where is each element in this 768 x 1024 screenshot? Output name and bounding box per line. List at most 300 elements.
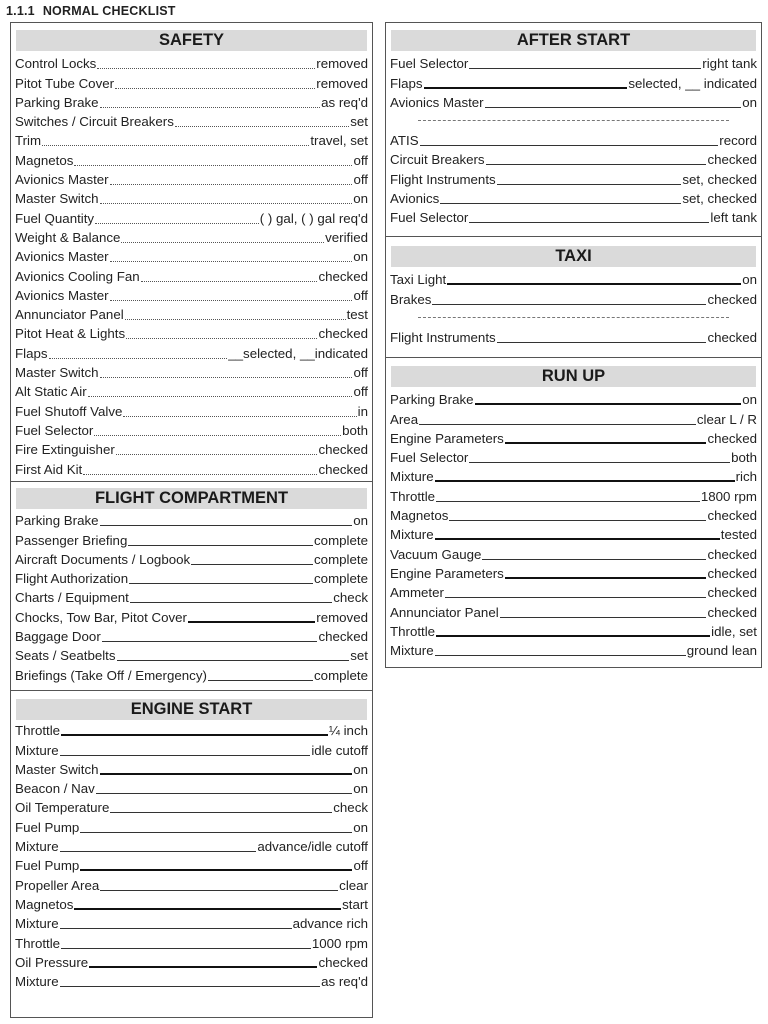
- item-label: Oil Temperature: [15, 800, 110, 816]
- checklist-rows: [390, 53, 757, 226]
- checklist-item: [390, 466, 757, 485]
- item-value: both: [731, 450, 757, 466]
- item-value: 1800 rpm: [700, 488, 757, 504]
- item-label: Master Switch: [15, 365, 99, 381]
- item-value: on: [742, 272, 757, 288]
- item-label: First Aid Kit: [15, 461, 83, 477]
- item-value: set: [350, 648, 368, 664]
- checklist-item: [15, 362, 368, 381]
- leader-line: [88, 396, 353, 397]
- leader-line: [188, 621, 315, 623]
- checklist-item: [390, 563, 757, 582]
- checklist-item: [15, 227, 368, 246]
- leader-line: [60, 928, 292, 929]
- checklist-item: [390, 543, 757, 562]
- section-number: 1.1.1: [6, 4, 35, 18]
- leader-line: [100, 525, 353, 526]
- checklist-item: [15, 420, 368, 439]
- leader-line: [95, 223, 259, 224]
- checklist-item: [390, 408, 757, 427]
- checklist-item: [390, 389, 757, 408]
- leader-line: [110, 184, 353, 185]
- leader-line: [125, 319, 346, 320]
- checklist-item: [390, 168, 757, 187]
- checklist-rows: [15, 510, 368, 684]
- item-label: Flight Instruments: [390, 171, 496, 187]
- taxi-section: [385, 236, 762, 358]
- item-label: Avionics: [390, 191, 440, 207]
- engine-start-section: [10, 690, 373, 1018]
- leader-line: [123, 416, 356, 417]
- item-label: Mixture: [15, 742, 59, 758]
- item-value: verified: [325, 229, 368, 245]
- item-label: Engine Parameters: [390, 565, 504, 581]
- leader-line: [485, 107, 742, 108]
- checklist-item: [15, 285, 368, 304]
- leader-line: [505, 442, 707, 444]
- leader-line: [475, 403, 742, 405]
- leader-line: [445, 597, 707, 598]
- checklist-item: [390, 327, 757, 346]
- checklist-item: [15, 664, 368, 683]
- checklist-item: [15, 626, 368, 645]
- item-label: Aircraft Documents / Logbook: [15, 551, 191, 567]
- leader-line: [191, 564, 313, 565]
- checklist-item: [15, 797, 368, 816]
- leader-line: [469, 462, 730, 463]
- leader-line: [505, 577, 707, 579]
- item-label: Fuel Quantity: [15, 210, 95, 226]
- checklist-item: [15, 836, 368, 855]
- item-value: checked: [318, 629, 368, 645]
- leader-line: [419, 424, 696, 425]
- item-value: on: [353, 781, 368, 797]
- item-label: Passenger Briefing: [15, 532, 128, 548]
- item-label: Parking Brake: [390, 392, 474, 408]
- leader-line: [117, 660, 350, 661]
- checklist-item: [390, 447, 757, 466]
- checklist-item: [15, 439, 368, 458]
- leader-line: [486, 164, 707, 165]
- leader-line: [115, 88, 315, 89]
- section-heading: TAXI: [391, 246, 756, 267]
- item-label: Throttle: [390, 488, 436, 504]
- leader-line: [469, 68, 701, 69]
- item-label: Avionics Master: [15, 249, 109, 265]
- item-label: Brakes: [390, 291, 432, 307]
- item-value: in: [357, 403, 368, 419]
- checklist-item: [390, 601, 757, 620]
- item-label: Throttle: [15, 723, 61, 739]
- item-label: Alt Static Air: [15, 384, 87, 400]
- item-value: tested: [720, 527, 757, 543]
- item-value: clear: [339, 877, 368, 893]
- item-value: rich: [735, 469, 757, 485]
- checklist-item: [15, 323, 368, 342]
- checklist-item: [15, 304, 368, 323]
- checklist-item: [15, 529, 368, 548]
- checklist-rows: [390, 269, 757, 346]
- item-label: Avionics Master: [15, 172, 109, 188]
- checklist-item: [15, 130, 368, 149]
- leader-line: [42, 145, 309, 146]
- item-label: Annunciator Panel: [390, 604, 499, 620]
- checklist-item: [15, 874, 368, 893]
- item-value: on: [742, 392, 757, 408]
- leader-line: [97, 68, 315, 69]
- item-label: Pitot Tube Cover: [15, 75, 115, 91]
- leader-line: [128, 545, 313, 546]
- item-value: removed: [316, 56, 368, 72]
- item-value: off: [353, 365, 368, 381]
- item-value: ground lean: [686, 643, 757, 659]
- checklist-item: [15, 645, 368, 664]
- section-heading: FLIGHT COMPARTMENT: [16, 488, 367, 509]
- item-label: Seats / Seatbelts: [15, 648, 116, 664]
- item-value: on: [353, 819, 368, 835]
- item-label: Fire Extinguisher: [15, 442, 115, 458]
- checklist-item: [15, 458, 368, 477]
- section-heading: RUN UP: [391, 366, 756, 387]
- item-label: Magnetos: [15, 896, 74, 912]
- checklist-item: [15, 778, 368, 797]
- item-value: checked: [707, 546, 757, 562]
- checklist-item: [15, 342, 368, 361]
- item-label: Switches / Circuit Breakers: [15, 114, 174, 130]
- item-label: Control Locks: [15, 56, 97, 72]
- leader-line: [482, 559, 706, 560]
- item-value: ( ) gal, ( ) gal req'd: [259, 210, 368, 226]
- leader-line: [469, 222, 709, 223]
- item-label: Fuel Selector: [390, 56, 469, 72]
- title-text: NORMAL CHECKLIST: [42, 4, 176, 18]
- item-value: travel, set: [310, 133, 368, 149]
- item-label: Beacon / Nav: [15, 781, 95, 797]
- item-value: set, checked: [682, 191, 757, 207]
- item-value: as req'd: [321, 974, 368, 990]
- leader-line: [110, 300, 353, 301]
- leader-line: [96, 793, 352, 794]
- checklist-item: [15, 739, 368, 758]
- checklist-item: [390, 640, 757, 659]
- leader-line: [60, 851, 257, 852]
- checklist-rows: [15, 53, 368, 478]
- item-label: Parking Brake: [15, 513, 99, 529]
- item-label: Engine Parameters: [390, 430, 504, 446]
- section-heading: SAFETY: [16, 30, 367, 51]
- leader-line: [60, 986, 321, 987]
- leader-line: [126, 338, 317, 339]
- item-value: on: [353, 761, 368, 777]
- item-value: test: [346, 307, 368, 323]
- item-label: Oil Pressure: [15, 954, 89, 970]
- item-label: Flaps: [15, 345, 48, 361]
- item-label: Propeller Area: [15, 877, 100, 893]
- dashed-separator: [390, 111, 757, 130]
- leader-line: [80, 869, 352, 871]
- leader-line: [100, 203, 353, 204]
- separator-line: [418, 317, 730, 318]
- item-value: complete: [314, 532, 368, 548]
- item-label: Flight Instruments: [390, 329, 496, 345]
- leader-line: [110, 812, 332, 813]
- item-value: complete: [314, 571, 368, 587]
- leader-line: [100, 107, 321, 108]
- item-value: checked: [707, 430, 757, 446]
- leader-line: [74, 908, 341, 910]
- leader-line: [497, 184, 682, 185]
- leader-line: [49, 358, 228, 359]
- item-label: Throttle: [15, 935, 61, 951]
- checklist-item: [390, 149, 757, 168]
- item-label: Pitot Heat & Lights: [15, 326, 126, 342]
- checklist-item: [390, 288, 757, 307]
- checklist-item: [15, 53, 368, 72]
- leader-line: [116, 454, 318, 455]
- leader-line: [435, 480, 735, 482]
- item-value: as req'd: [321, 94, 368, 110]
- checklist-item: [15, 606, 368, 625]
- leader-line: [436, 635, 710, 637]
- item-value: on: [353, 249, 368, 265]
- checklist-rows: [390, 389, 757, 659]
- checklist-item: [15, 952, 368, 971]
- item-value: advance rich: [292, 916, 368, 932]
- leader-line: [447, 283, 741, 285]
- item-value: checked: [318, 461, 368, 477]
- item-label: Area: [390, 411, 419, 427]
- checklist-item: [390, 53, 757, 72]
- item-label: Fuel Selector: [390, 210, 469, 226]
- item-label: Avionics Cooling Fan: [15, 268, 140, 284]
- leader-line: [436, 501, 700, 502]
- item-value: left tank: [710, 210, 757, 226]
- item-value: on: [353, 513, 368, 529]
- item-label: Circuit Breakers: [390, 152, 485, 168]
- checklist-item: [390, 505, 757, 524]
- leader-line: [61, 734, 328, 736]
- leader-line: [100, 773, 353, 775]
- item-value: check: [333, 590, 368, 606]
- safety-section: [10, 22, 373, 482]
- item-value: set: [350, 114, 368, 130]
- item-label: Fuel Pump: [15, 858, 80, 874]
- item-label: Avionics Master: [15, 287, 109, 303]
- item-value: right tank: [702, 56, 757, 72]
- checklist-item: [390, 485, 757, 504]
- item-label: Annunciator Panel: [15, 307, 124, 323]
- checklist-item: [390, 130, 757, 149]
- item-value: off: [353, 384, 368, 400]
- leader-line: [94, 435, 341, 436]
- item-value: off: [353, 858, 368, 874]
- item-label: Fuel Selector: [390, 450, 469, 466]
- item-value: complete: [314, 551, 368, 567]
- item-label: Fuel Shutoff Valve: [15, 403, 123, 419]
- item-label: Throttle: [390, 623, 436, 639]
- leader-line: [424, 87, 628, 89]
- item-value: checked: [707, 329, 757, 345]
- item-value: record: [719, 133, 757, 149]
- item-value: __selected, __indicated: [228, 345, 368, 361]
- item-label: Avionics Master: [390, 94, 484, 110]
- item-label: Flight Authorization: [15, 571, 129, 587]
- after-start-section: [385, 22, 762, 237]
- item-label: Taxi Light: [390, 272, 447, 288]
- item-value: checked: [318, 442, 368, 458]
- checklist-item: [390, 92, 757, 111]
- item-value: removed: [316, 609, 368, 625]
- leader-line: [435, 655, 686, 656]
- checklist-item: [390, 524, 757, 543]
- item-label: Trim: [15, 133, 42, 149]
- item-value: off: [353, 172, 368, 188]
- item-value: checked: [318, 954, 368, 970]
- checklist-item: [15, 971, 368, 990]
- item-label: Fuel Pump: [15, 819, 80, 835]
- leader-line: [435, 538, 720, 540]
- dashed-separator: [390, 308, 757, 327]
- item-value: off: [353, 152, 368, 168]
- leader-line: [80, 832, 352, 833]
- item-label: Mixture: [15, 916, 59, 932]
- checklist-item: [15, 207, 368, 226]
- item-value: checked: [707, 152, 757, 168]
- item-label: Weight & Balance: [15, 229, 121, 245]
- checklist-item: [390, 269, 757, 288]
- item-value: 1000 rpm: [311, 935, 368, 951]
- item-value: checked: [707, 604, 757, 620]
- leader-line: [74, 165, 352, 166]
- item-label: Baggage Door: [15, 629, 101, 645]
- checklist-item: [390, 207, 757, 226]
- checklist-item: [15, 913, 368, 932]
- item-value: start: [342, 896, 368, 912]
- item-label: Fuel Selector: [15, 422, 94, 438]
- checklist-item: [15, 92, 368, 111]
- checklist-item: [15, 149, 368, 168]
- item-value: complete: [314, 667, 368, 683]
- leader-line: [500, 617, 707, 618]
- leader-line: [208, 680, 313, 681]
- checklist-item: [15, 894, 368, 913]
- leader-line: [141, 281, 318, 282]
- item-value: clear L / R: [696, 411, 757, 427]
- item-label: Mixture: [15, 839, 59, 855]
- checklist-item: [15, 759, 368, 778]
- checklist-item: [15, 568, 368, 587]
- leader-line: [129, 583, 313, 584]
- item-value: checked: [707, 291, 757, 307]
- leader-line: [89, 966, 317, 968]
- item-value: check: [333, 800, 368, 816]
- checklist-item: [15, 265, 368, 284]
- checklist-item: [15, 246, 368, 265]
- checklist-item: [15, 549, 368, 568]
- document-title: [6, 4, 176, 18]
- item-value: on: [353, 191, 368, 207]
- item-label: Mixture: [390, 643, 434, 659]
- checklist-item: [390, 582, 757, 601]
- checklist-item: [390, 188, 757, 207]
- checklist-item: [15, 510, 368, 529]
- item-label: Chocks, Tow Bar, Pitot Cover: [15, 609, 187, 625]
- item-label: Vacuum Gauge: [390, 546, 482, 562]
- leader-line: [449, 520, 706, 521]
- checklist-item: [15, 400, 368, 419]
- item-label: Flaps: [390, 75, 423, 91]
- checklist-item: [15, 587, 368, 606]
- leader-line: [497, 342, 707, 343]
- item-value: idle cutoff: [311, 742, 368, 758]
- item-label: Charts / Equipment: [15, 590, 129, 606]
- item-value: checked: [707, 508, 757, 524]
- checklist-item: [390, 72, 757, 91]
- item-value: checked: [707, 585, 757, 601]
- leader-line: [102, 641, 318, 642]
- checklist-item: [15, 169, 368, 188]
- item-label: Master Switch: [15, 191, 99, 207]
- leader-line: [83, 474, 317, 475]
- leader-line: [432, 304, 706, 305]
- section-heading: AFTER START: [391, 30, 756, 51]
- leader-line: [61, 948, 311, 949]
- item-label: ATIS: [390, 133, 419, 149]
- item-label: Briefings (Take Off / Emergency): [15, 667, 207, 683]
- checklist-item: [15, 381, 368, 400]
- leader-line: [420, 145, 719, 146]
- leader-line: [175, 126, 349, 127]
- checklist-item: [390, 428, 757, 447]
- item-value: selected, __ indicated: [628, 75, 757, 91]
- checklist-item: [390, 621, 757, 640]
- checklist-item: [15, 932, 368, 951]
- item-value: ¼ inch: [328, 723, 368, 739]
- item-label: Ammeter: [390, 585, 444, 601]
- leader-line: [121, 242, 324, 243]
- flight-compartment-section: [10, 481, 373, 691]
- leader-line: [60, 755, 311, 756]
- run-up-section: [385, 357, 762, 668]
- item-value: idle, set: [711, 623, 757, 639]
- leader-line: [100, 890, 338, 891]
- section-heading: ENGINE START: [16, 699, 367, 720]
- leader-line: [100, 377, 353, 378]
- item-label: Master Switch: [15, 761, 99, 777]
- item-label: Mixture: [390, 469, 434, 485]
- item-value: checked: [318, 326, 368, 342]
- item-value: set, checked: [682, 171, 757, 187]
- item-label: Mixture: [390, 527, 434, 543]
- item-value: checked: [318, 268, 368, 284]
- separator-line: [418, 120, 730, 121]
- item-label: Mixture: [15, 974, 59, 990]
- item-label: Magnetos: [390, 508, 449, 524]
- item-value: on: [742, 94, 757, 110]
- leader-line: [440, 203, 681, 204]
- checklist-rows: [15, 720, 368, 990]
- item-value: checked: [707, 565, 757, 581]
- checklist-item: [15, 72, 368, 91]
- item-label: Parking Brake: [15, 94, 99, 110]
- checklist-item: [15, 111, 368, 130]
- item-value: advance/idle cutoff: [257, 839, 368, 855]
- item-label: Magnetos: [15, 152, 74, 168]
- leader-line: [110, 261, 353, 262]
- checklist-item: [15, 855, 368, 874]
- leader-line: [130, 602, 332, 603]
- checklist-item: [15, 816, 368, 835]
